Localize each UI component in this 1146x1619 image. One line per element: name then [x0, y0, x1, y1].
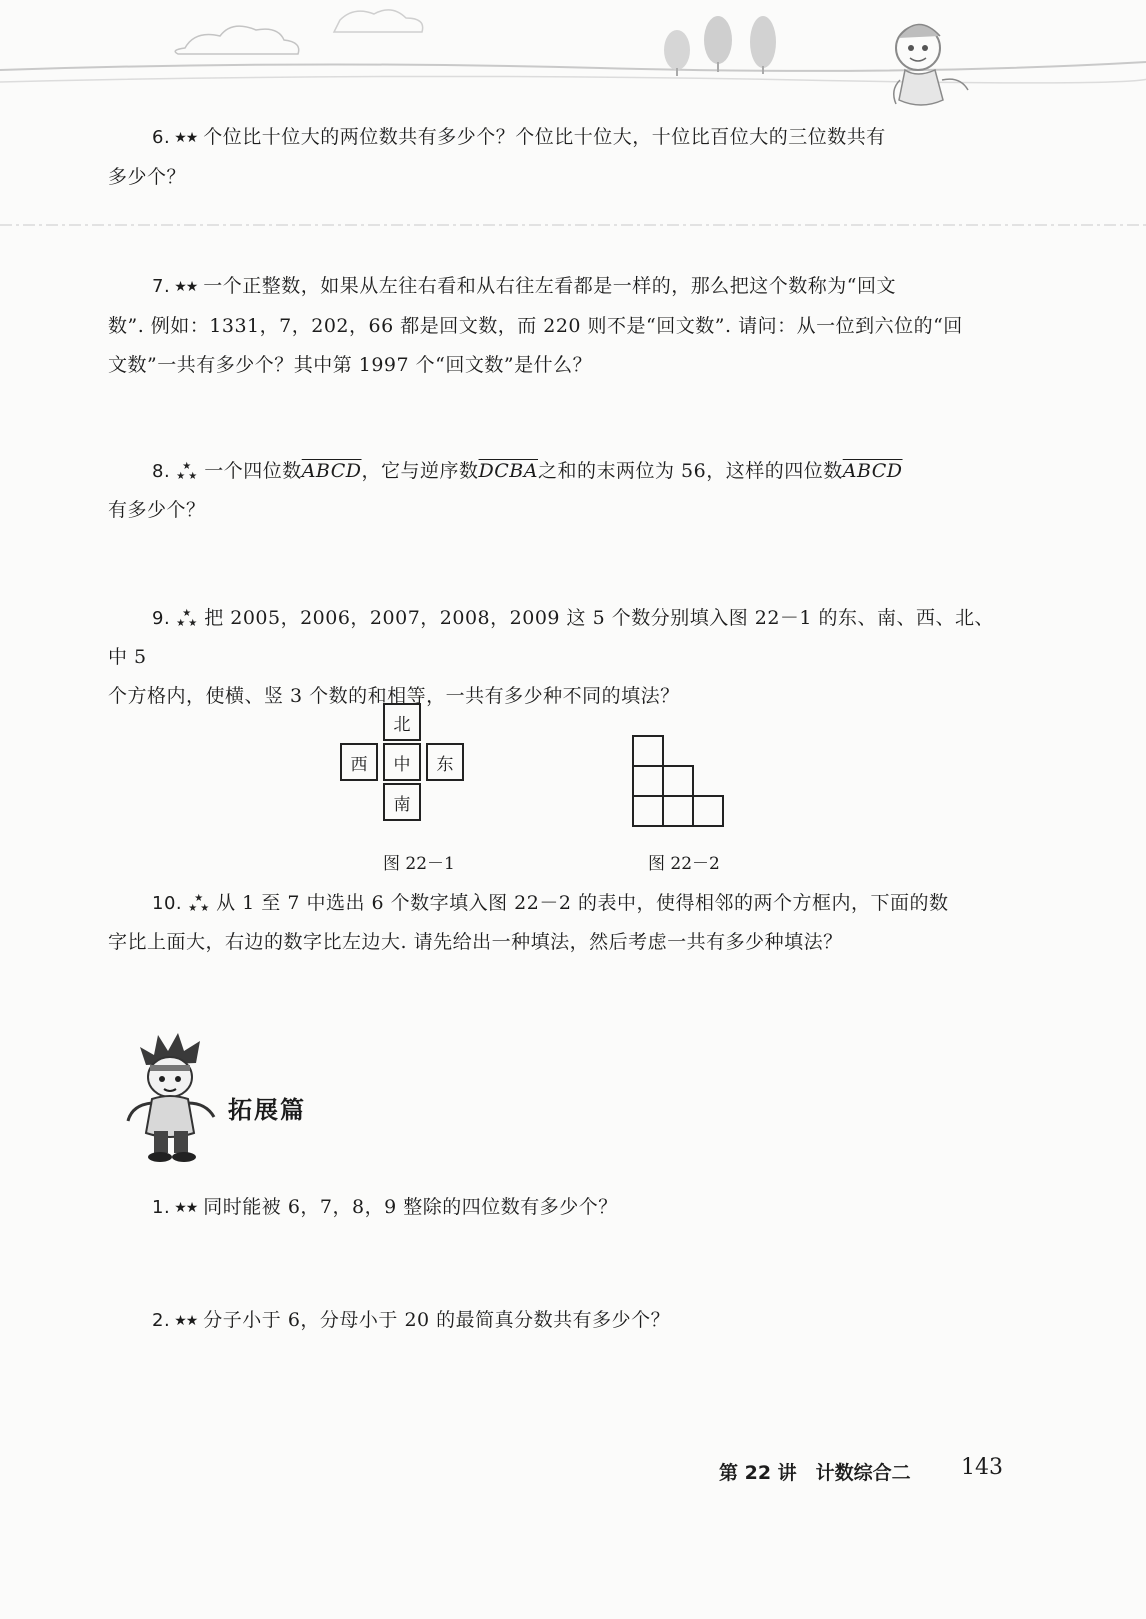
figure-22-1	[340, 703, 480, 843]
number-abcd: ABCD	[842, 460, 903, 482]
ext-problem-2-line	[108, 1301, 1008, 1341]
problem-number: 6.	[152, 127, 171, 148]
svg-text:★: ★	[200, 903, 210, 912]
problem-text: 之和的末两位为 56，这样的四位数	[538, 460, 843, 482]
problem-10-line-2: 字比上面大，右边的数字比左边大. 请先给出一种填法，然后考虑一共有多少种填法？	[108, 931, 843, 953]
faint-divider-line	[0, 222, 1146, 228]
header-landscape-illustration	[0, 0, 1146, 120]
page-number: 143	[961, 1455, 1003, 1480]
problem-7-line-2: 数”. 例如：1331，7，202，66 都是回文数，而 220 则不是“回文数”. 请问：从一位到六位的“回	[108, 315, 963, 337]
three-star-difficulty-icon	[188, 892, 210, 912]
problem-9-line-2: 个方格内，使横、竖 3 个数的和相等，一共有多少种不同的填法？	[108, 685, 680, 707]
problem-text: 一个四位数	[204, 460, 302, 482]
problem-text: ，它与逆序数	[361, 460, 479, 482]
problem-number: 10.	[152, 893, 183, 914]
svg-text:★: ★	[176, 471, 186, 480]
problem-6-line-1	[108, 118, 1008, 158]
difficulty-stars: ★★	[174, 130, 198, 146]
cell-west: 西	[340, 743, 378, 781]
problem-7	[108, 267, 1008, 385]
problem-9	[108, 599, 1008, 716]
problem-number: 8.	[152, 461, 171, 482]
difficulty-stars: ★★	[174, 1200, 198, 1216]
problem-10-line-1	[108, 884, 1008, 923]
problem-8-line-2: 有多少个？	[108, 499, 206, 521]
chapter-label: 第 22 讲 计数综合二	[719, 1462, 911, 1484]
cartoon-boy-illustration	[118, 1025, 228, 1165]
number-abcd: ABCD	[301, 460, 362, 482]
svg-text:★: ★	[182, 608, 192, 619]
problem-number: 9.	[152, 608, 171, 629]
cartoon-kid-illustration	[894, 24, 968, 105]
cell-north: 北	[383, 703, 421, 741]
problem-text: 从 1 至 7 中选出 6 个数字填入图 22－2 的表中，使得相邻的两个方框内，下面的数	[216, 892, 949, 914]
problem-text: 个位比十位大的两位数共有多少个？个位比十位大，十位比百位大的三位数共有	[203, 126, 886, 148]
ext-problem-2	[108, 1301, 1008, 1341]
problem-6	[108, 118, 1008, 197]
cell-south: 南	[383, 783, 421, 821]
svg-text:★: ★	[188, 903, 198, 912]
problem-number: 7.	[152, 276, 171, 297]
figure-22-2	[632, 735, 726, 829]
problem-number: 1.	[152, 1197, 171, 1218]
difficulty-stars: ★★	[174, 1313, 198, 1329]
three-star-difficulty-icon	[176, 460, 198, 480]
problem-9-line-1	[108, 599, 1008, 677]
problem-7-line-1	[108, 267, 1008, 307]
problem-text: 一个正整数，如果从左往右看和从右往左看都是一样的，那么把这个数称为“回文	[203, 275, 897, 297]
difficulty-stars: ★★	[174, 279, 198, 295]
cell-center: 中	[383, 743, 421, 781]
section-title: 拓展篇	[228, 1096, 306, 1124]
svg-text:★: ★	[182, 461, 192, 472]
problem-6-line-2: 多少个？	[108, 166, 187, 188]
svg-text:★: ★	[188, 618, 198, 627]
problem-text: 把 2005，2006，2007，2008，2009 这 5 个数分别填入图 22－1 的东、南、西、北、中 5	[108, 607, 995, 668]
figure-22-1-caption: 图 22－1	[383, 854, 455, 874]
problem-text: 分子小于 6，分母小于 20 的最简真分数共有多少个？	[203, 1309, 671, 1331]
problem-7-line-3: 文数”一共有多少个？其中第 1997 个“回文数”是什么？	[108, 354, 593, 376]
problem-8-line-1	[108, 452, 1008, 491]
svg-text:★: ★	[188, 471, 198, 480]
svg-text:★: ★	[176, 618, 186, 627]
problem-8	[108, 452, 1008, 530]
problem-10	[108, 884, 1008, 962]
svg-text:★: ★	[194, 893, 204, 904]
three-star-difficulty-icon	[176, 607, 198, 627]
problem-text: 同时能被 6，7，8，9 整除的四位数有多少个？	[203, 1196, 618, 1218]
number-dcba: DCBA	[478, 460, 538, 482]
cell-east: 东	[426, 743, 464, 781]
figure-22-2-caption: 图 22－2	[648, 854, 720, 874]
ext-problem-1	[108, 1188, 1008, 1228]
ext-problem-1-line	[108, 1188, 1008, 1228]
problem-number: 2.	[152, 1310, 171, 1331]
